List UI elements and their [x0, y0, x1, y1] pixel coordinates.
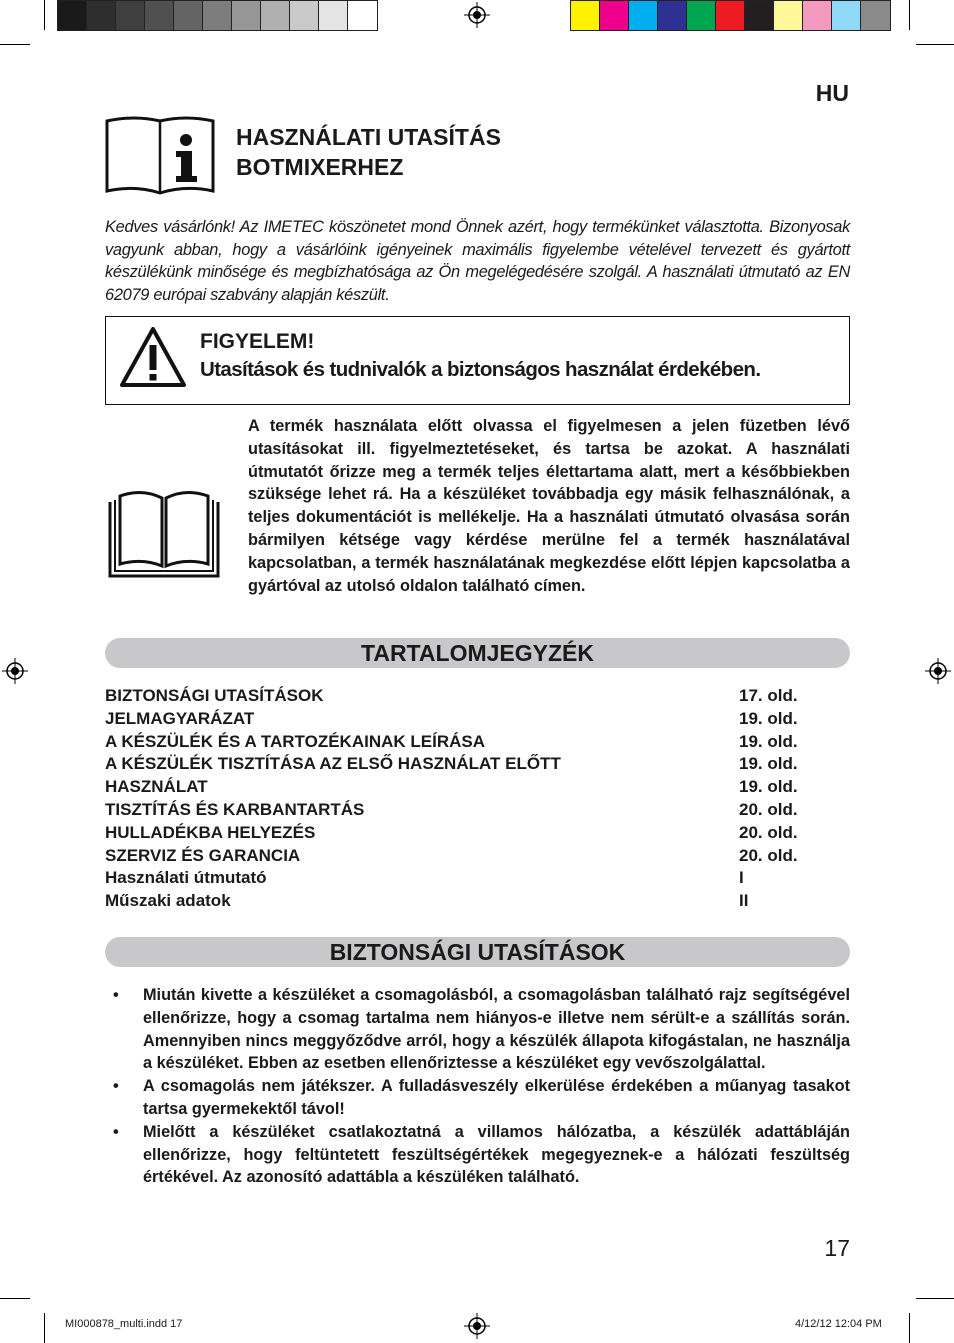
color-swatch: [629, 1, 658, 30]
toc-label: A KÉSZÜLÉK ÉS A TARTOZÉKAINAK LEÍRÁSA: [105, 731, 485, 751]
safety-heading: BIZTONSÁGI UTASÍTÁSOK: [105, 937, 850, 967]
toc-label: SZERVIZ ÉS GARANCIA: [105, 845, 301, 865]
bullet-marker: •: [113, 1122, 119, 1141]
toc-row: [105, 731, 850, 754]
file-slug: MI000878_multi.indd 17: [65, 1318, 183, 1330]
toc-page: 20. old.: [739, 822, 798, 842]
crop-mark: [44, 1313, 45, 1343]
toc-label: A KÉSZÜLÉK TISZTÍTÁSA AZ ELSŐ HASZNÁLAT ELŐTT: [105, 754, 561, 774]
toc-label: JELMAGYARÁZAT: [105, 708, 255, 728]
color-swatch: [658, 1, 687, 30]
toc-row: [105, 867, 850, 890]
toc-label: Műszaki adatok: [105, 891, 231, 911]
toc-row: [105, 753, 850, 776]
color-swatch: [232, 1, 261, 30]
color-swatch: [571, 1, 600, 30]
color-swatch: [348, 1, 377, 30]
registration-mark-icon: [464, 2, 490, 28]
toc-page: 19. old.: [739, 708, 798, 728]
color-swatch: [861, 1, 890, 30]
page-number: 17: [824, 1235, 850, 1261]
toc-row: [105, 685, 850, 708]
crop-mark: [909, 1313, 910, 1343]
registration-mark-icon: [925, 658, 951, 684]
color-swatch: [290, 1, 319, 30]
color-swatch: [145, 1, 174, 30]
toc-page: 17. old.: [739, 686, 798, 705]
toc-row: [105, 890, 850, 913]
toc-label: Használati útmutató: [105, 868, 267, 888]
crop-mark: [916, 1298, 954, 1299]
color-swatch: [832, 1, 861, 30]
crop-mark: [0, 44, 30, 45]
open-book-icon: [106, 486, 222, 580]
grayscale-color-bar: [57, 0, 378, 31]
list-item: [105, 1121, 850, 1189]
intro-paragraph: Kedves vásárlónk! Az IMETEC köszönetet mond Önnek azért, hogy termékünket választotta. Bizonyosak vagyunk abban, hogy a vásárlóink igényeinek maximális figyelembe vételével tervezett és gyártott készülékünk minősége és megbízhatósága az Ön megelégedésére szolgál. A használati útmutató az EN 62079 európai szabvány alapján készült.: [105, 218, 850, 304]
color-swatch: [745, 1, 774, 30]
crop-mark: [0, 1298, 30, 1299]
toc-page: 19. old.: [739, 777, 798, 797]
toc-row: [105, 822, 850, 845]
table-of-contents: [105, 685, 850, 913]
bullet-marker: •: [113, 1077, 119, 1096]
color-swatch: [600, 1, 629, 30]
title-line-2: BOTMIXERHEZ: [236, 154, 404, 180]
color-swatch: [319, 1, 348, 30]
safety-instructions-list: [105, 984, 850, 1189]
toc-label: HULLADÉKBA HELYEZÉS: [105, 822, 316, 842]
crop-mark: [909, 0, 910, 30]
color-swatch: [716, 1, 745, 30]
toc-page: I: [739, 868, 744, 888]
list-item: [105, 1075, 850, 1121]
color-swatch: [174, 1, 203, 30]
toc-label: BIZTONSÁGI UTASÍTÁSOK: [105, 686, 324, 705]
process-color-bar: [570, 0, 891, 31]
toc-row: [105, 799, 850, 822]
read-instructions-notice: A termék használata előtt olvassa el figyelmesen a jelen füzetben lévő utasításokat ill. figyelmeztetéseket, és tartsa be azokat. A használati útmutatót őrizze meg a termék teljes élettartama alatt, mert a későbbiekben szüksége lehet rá. Ha a készüléket továbbadja egy másik felhasználónak, a teljes dokumentációt is mellékelje. Ha a használati útmutató olvasása során bármilyen kétsége vagy kérdése merülne fel a termék használatával kapcsolatban, a termék használatának megkezdése előtt lépjen kapcsolatba a gyártóval az utolsó oldalon található címen.: [248, 417, 850, 595]
toc-row: [105, 845, 850, 868]
toc-label: HASZNÁLAT: [105, 777, 208, 797]
language-code: HU: [815, 80, 849, 106]
crop-mark: [44, 0, 45, 30]
list-item: [105, 984, 850, 1075]
toc-heading: TARTALOMJEGYZÉK: [105, 638, 850, 668]
registration-mark-icon: [2, 658, 28, 684]
date-slug: 4/12/12 12:04 PM: [795, 1318, 882, 1330]
color-swatch: [803, 1, 832, 30]
info-book-icon: [104, 113, 216, 197]
list-item-text: Miután kivette a készüléket a csomagolásból, a csomagolásban található rajz segítségével ellenőrizze, hogy a csomag tartalma nem hiányos-e illetve nem sérült-e a szállítás során. Amennyiben nincs meggyőződve arról, hogy a készülék állapota kifogástalan, ne használja a készüléket. Ebben az esetben ellenőriztesse a készüléket egy vevőszolgálattal.: [143, 986, 850, 1073]
color-swatch: [203, 1, 232, 30]
document-title: [236, 122, 501, 182]
warning-heading: FIGYELEM!: [200, 330, 315, 353]
warning-subheading: Utasítások és tudnivalók a biztonságos használat érdekében.: [200, 358, 761, 381]
list-item-text: Mielőtt a készüléket csatlakoztatná a villamos hálózatba, a készülék adattábláján ellenőrizze, hogy feltüntetett feszültségértékek megegyeznek-e a hálózati feszültség értékével. Az azonosító adattábla a készüléken található.: [143, 1122, 850, 1187]
color-swatch: [687, 1, 716, 30]
crop-mark: [916, 44, 954, 45]
color-swatch: [261, 1, 290, 30]
bullet-marker: •: [113, 986, 119, 1004]
registration-mark-icon: [464, 1313, 490, 1339]
toc-label: TISZTÍTÁS ÉS KARBANTARTÁS: [105, 799, 365, 819]
color-swatch: [58, 1, 87, 30]
color-swatch: [774, 1, 803, 30]
toc-row: [105, 708, 850, 731]
color-swatch: [87, 1, 116, 30]
toc-row: [105, 776, 850, 799]
toc-page: 20. old.: [739, 799, 798, 819]
title-line-1: HASZNÁLATI UTASÍTÁS: [236, 124, 501, 150]
color-swatch: [116, 1, 145, 30]
list-item-text: A csomagolás nem játékszer. A fulladásveszély elkerülése érdekében a műanyag tasakot tartsa gyermekektől távol!: [143, 1077, 850, 1118]
toc-page: II: [739, 891, 749, 911]
toc-page: 20. old.: [739, 845, 798, 865]
toc-page: 19. old.: [739, 731, 798, 751]
toc-page: 19. old.: [739, 754, 798, 774]
warning-triangle-icon: [118, 325, 188, 389]
